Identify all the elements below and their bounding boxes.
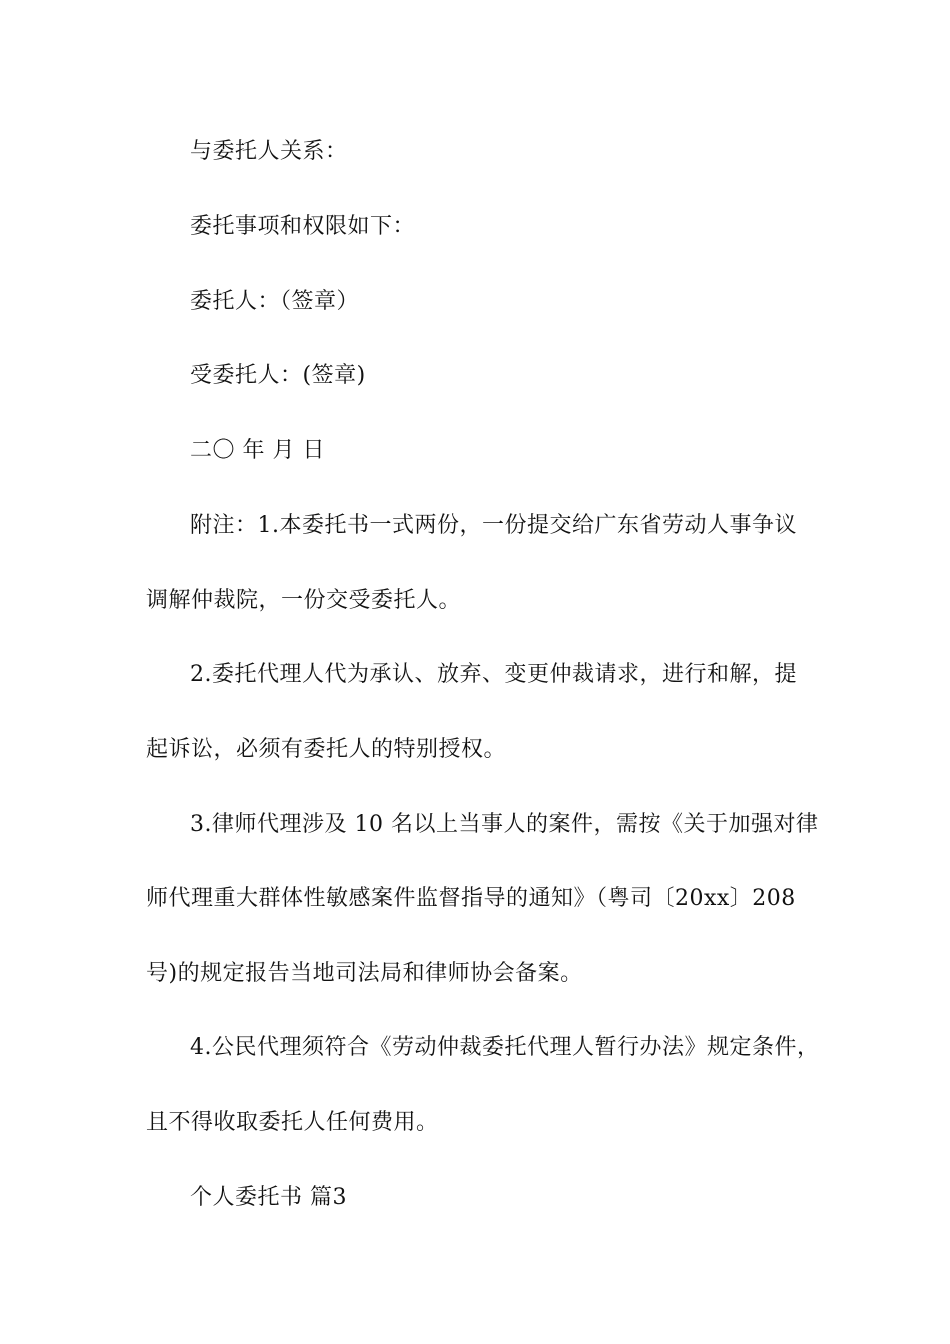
note-1-line-2: 调解仲裁院，一份交受委托人。 <box>146 588 462 613</box>
note-1-line-1: 附注：1.本委托书一式两份，一份提交给广东省劳动人事争议 <box>190 513 797 538</box>
agent-signature-line: 受委托人：(签章) <box>190 363 366 388</box>
entrusted-matters-line: 委托事项和权限如下： <box>190 214 416 239</box>
note-4-line-1: 4.公民代理须符合《劳动仲裁委托代理人暂行办法》规定条件， <box>190 1035 820 1060</box>
date-line: 二〇 年 月 日 <box>190 438 325 463</box>
relationship-line: 与委托人关系： <box>190 139 348 164</box>
note-4-line-2: 且不得收取委托人任何费用。 <box>146 1110 439 1135</box>
note-3-line-1: 3.律师代理涉及 10 名以上当事人的案件，需按《关于加强对律 <box>190 812 819 837</box>
principal-signature-line: 委托人：（签章） <box>190 289 360 314</box>
note-2-line-2: 起诉讼，必须有委托人的特别授权。 <box>146 737 507 762</box>
note-3-line-3: 号)的规定报告当地司法局和律师协会备案。 <box>146 961 583 986</box>
section-heading: 个人委托书 篇3 <box>190 1185 347 1210</box>
note-3-line-2: 师代理重大群体性敏感案件监督指导的通知》（粤司〔20xx〕208 <box>146 886 796 911</box>
note-2-line-1: 2.委托代理人代为承认、放弃、变更仲裁请求，进行和解，提 <box>190 662 797 687</box>
